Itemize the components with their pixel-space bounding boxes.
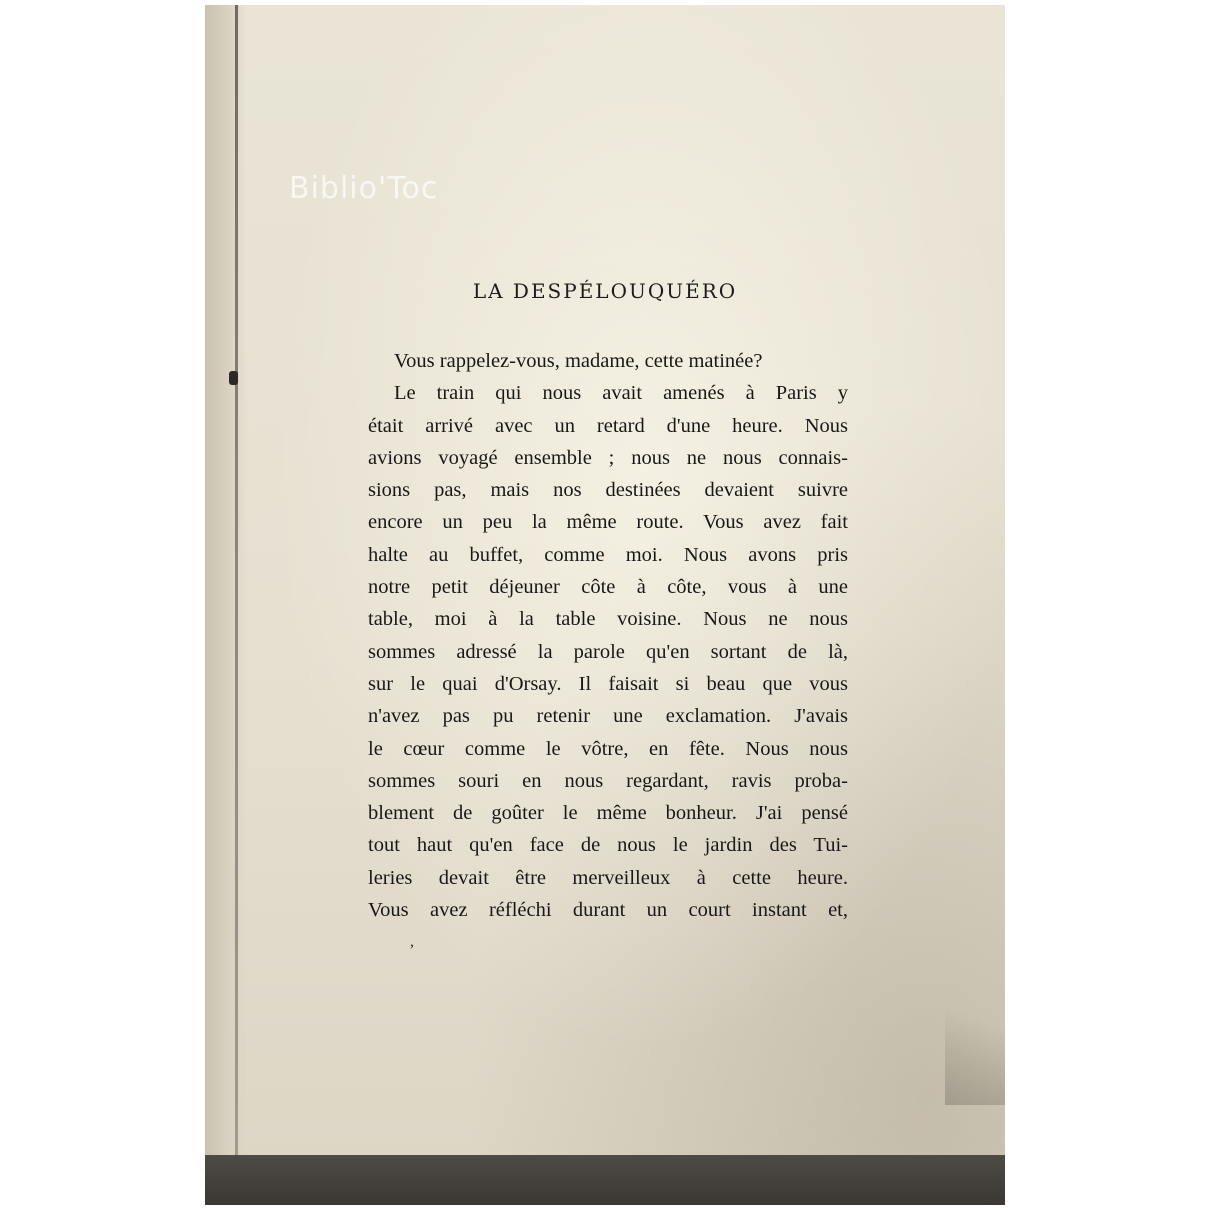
text-line: tout haut qu'en face de nous le jardin des Tui- xyxy=(368,834,848,857)
text-line: Vous rappelez-vous, madame, cette matinée? xyxy=(394,350,763,372)
book-page-photo xyxy=(205,5,1005,1205)
text-line: notre petit déjeuner côte à côte, vous à une xyxy=(368,576,848,599)
page-bottom-shadow xyxy=(205,1155,1005,1205)
text-line: encore un peu la même route. Vous avez fait xyxy=(368,511,848,534)
text-line: sions pas, mais nos destinées devaient suivre xyxy=(368,479,848,502)
printer-signature-mark: , xyxy=(410,933,414,950)
text-line: sommes adressé la parole qu'en sortant de là, xyxy=(368,640,848,663)
text-line: Le train qui nous avait amenés à Paris y xyxy=(394,382,848,405)
text-line: le cœur comme le vôtre, en fête. Nous nous xyxy=(368,737,848,760)
text-line: halte au buffet, comme moi. Nous avons pris xyxy=(368,543,848,566)
text-line: leries devait être merveilleux à cette heure. xyxy=(368,866,848,889)
body-text xyxy=(368,345,848,926)
spine-shadow xyxy=(205,5,247,1155)
corner-wear xyxy=(945,985,1005,1105)
text-line: blement de goûter le même bonheur. J'ai pensé xyxy=(368,802,848,825)
text-line: n'avez pas pu retenir une exclamation. J'avais xyxy=(368,705,848,728)
text-line: Vous avez réfléchi durant un court instant et, xyxy=(368,899,848,922)
binding-stitch xyxy=(229,371,238,385)
watermark: Biblio'Toc xyxy=(289,171,439,206)
text-line: avions voyagé ensemble ; nous ne nous connais- xyxy=(368,446,848,469)
paper-page xyxy=(205,5,1005,1155)
binding-fold xyxy=(235,5,238,1155)
text-line: était arrivé avec un retard d'une heure. Nous xyxy=(368,414,848,437)
chapter-title: LA DESPÉLOUQUÉRO xyxy=(472,279,738,303)
text-line: table, moi à la table voisine. Nous ne nous xyxy=(368,608,848,631)
text-line: sommes souri en nous regardant, ravis proba- xyxy=(368,769,848,792)
text-line: sur le quai d'Orsay. Il faisait si beau que vous xyxy=(368,672,848,695)
